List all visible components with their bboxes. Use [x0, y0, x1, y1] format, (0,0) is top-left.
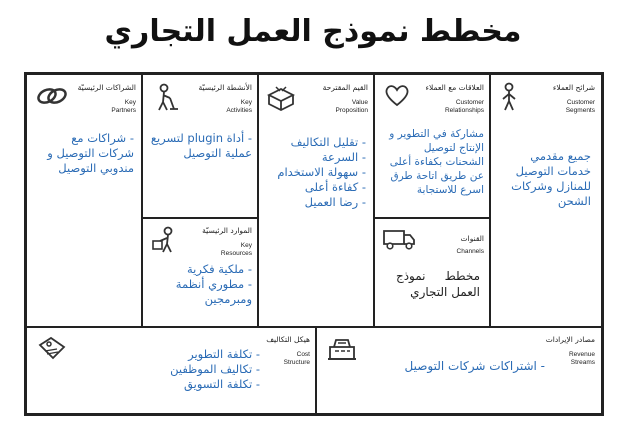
- channels-block: [373, 217, 491, 328]
- customer-segments-line: خدمات التوصيل: [515, 164, 591, 178]
- heart-icon: [384, 83, 410, 107]
- page-title: مخطط نموذج العمل التجاري: [104, 14, 522, 49]
- person-standing-icon: [498, 82, 520, 112]
- customer-segments-title-en-2: Segments: [565, 107, 595, 114]
- key-partners-content: [47, 131, 134, 176]
- chain-link-icon: [35, 83, 69, 109]
- customer-relationships-line: اسرع للاستجابة: [416, 184, 484, 196]
- revenue-streams-title-en-1: Revenue: [568, 351, 595, 358]
- customer-segments-line: للمنازل وشركات: [511, 179, 591, 193]
- value-proposition-line: - السرعة: [321, 150, 366, 164]
- key-activities-block: [141, 74, 259, 219]
- channels-content: [396, 268, 480, 300]
- key-activities-content: [151, 131, 252, 161]
- key-partners-line: مندوبي التوصيل: [58, 161, 134, 175]
- key-resources-block: [141, 217, 259, 328]
- customer-relationships-title-en-1: Customer: [455, 99, 484, 106]
- customer-relationships-line: الإنتاج لتوصيل: [423, 142, 484, 154]
- customer-segments-content: [511, 149, 591, 209]
- key-resources-title-ar: الموارد الرئيسيّة: [202, 226, 252, 235]
- business-model-canvas: [24, 72, 604, 416]
- customer-relationships-title-ar: العلاقات مع العملاء: [425, 83, 484, 92]
- customer-segments-line: الشحن: [557, 194, 591, 208]
- value-proposition-line: - تقليل التكاليف: [290, 135, 366, 149]
- cost-structure-title-en-1: Cost: [296, 351, 310, 358]
- value-proposition-title-ar: القيم المقترحة: [322, 83, 368, 92]
- value-proposition-line: - رضا العميل: [304, 195, 366, 209]
- key-resources-line: ومبرمجين: [204, 292, 252, 306]
- revenue-streams-line: - اشتراكات شركات التوصيل: [404, 359, 545, 373]
- revenue-streams-block: [315, 326, 602, 414]
- customer-segments-line: جميع مقدمي: [530, 149, 591, 163]
- cost-structure-content: [170, 347, 260, 392]
- key-activities-title-en-1: Key: [240, 99, 252, 106]
- channels-title-en: Channels: [456, 248, 484, 255]
- key-resources-title-en-2: Resources: [220, 250, 252, 257]
- key-activities-title-ar: الأنشطة الرئيسيّة: [198, 83, 252, 92]
- customer-segments-title-ar: شرائح العملاء: [552, 83, 595, 92]
- customer-relationships-line: عن طريق اتاحة طرق: [390, 170, 484, 182]
- key-activities-line: - أداة plugin لتسريع: [150, 131, 252, 145]
- customer-relationships-block: [373, 74, 491, 219]
- channels-line: العمل التجاري: [410, 285, 480, 299]
- key-resources-title-en-1: Key: [240, 242, 252, 249]
- worker-cleaning-icon: [150, 82, 180, 112]
- customer-relationships-content: [389, 127, 484, 197]
- cost-structure-line: - تكلفة التطوير: [188, 347, 260, 361]
- customer-relationships-line: الشحنات بكفاءة أعلى: [389, 156, 484, 168]
- value-proposition-title-en-1: Value: [351, 99, 368, 106]
- cost-structure-line: - تكاليف الموظفين: [170, 362, 260, 376]
- key-partners-title-ar: الشراكات الرئيسيّة: [77, 83, 136, 92]
- key-resources-line: - مطوري أنظمة: [175, 277, 252, 291]
- customer-segments-block: [489, 74, 602, 328]
- channels-title-ar: القنوات: [460, 234, 484, 243]
- cost-structure-title-ar: هيكل التكاليف: [266, 335, 310, 344]
- value-proposition-line: - كفاءة أعلى: [304, 180, 366, 194]
- customer-relationships-line: مشاركة في التطوير و: [389, 128, 484, 140]
- gift-package-icon: [266, 83, 296, 111]
- key-resources-content: [176, 262, 252, 307]
- key-activities-line: عملية التوصيل: [183, 146, 252, 160]
- revenue-streams-title-en-2: Streams: [570, 359, 595, 366]
- key-partners-title-en-2: Partners: [111, 107, 136, 114]
- key-activities-title-en-2: Activities: [226, 107, 252, 114]
- revenue-streams-title-ar: مصادر الإيرادات: [545, 335, 595, 344]
- worker-resources-icon: [150, 225, 182, 255]
- cash-register-icon: [326, 335, 358, 363]
- delivery-truck-icon: [382, 226, 416, 250]
- customer-segments-title-en-1: Customer: [566, 99, 595, 106]
- cost-structure-line: - تكلفة التسويق: [184, 377, 260, 391]
- key-partners-title-en-1: Key: [124, 99, 136, 106]
- key-partners-line: - شراكات مع: [71, 131, 134, 145]
- cost-structure-block: [26, 326, 317, 414]
- customer-relationships-title-en-2: Relationships: [444, 107, 484, 114]
- key-partners-line: شركات التوصيل و: [47, 146, 134, 160]
- key-resources-line: - ملكية فكرية: [187, 262, 252, 276]
- value-proposition-title-en-2: Proposition: [335, 107, 368, 114]
- value-proposition-content: [277, 135, 366, 210]
- value-proposition-block: [257, 74, 375, 328]
- revenue-streams-content: [405, 359, 545, 374]
- value-proposition-line: - سهولة الاستخدام: [277, 165, 366, 179]
- cost-structure-title-en-2: Structure: [283, 359, 310, 366]
- key-partners-block: [26, 74, 143, 328]
- channels-line: مخطط نموذج: [395, 269, 480, 283]
- price-tag-icon: [37, 335, 67, 361]
